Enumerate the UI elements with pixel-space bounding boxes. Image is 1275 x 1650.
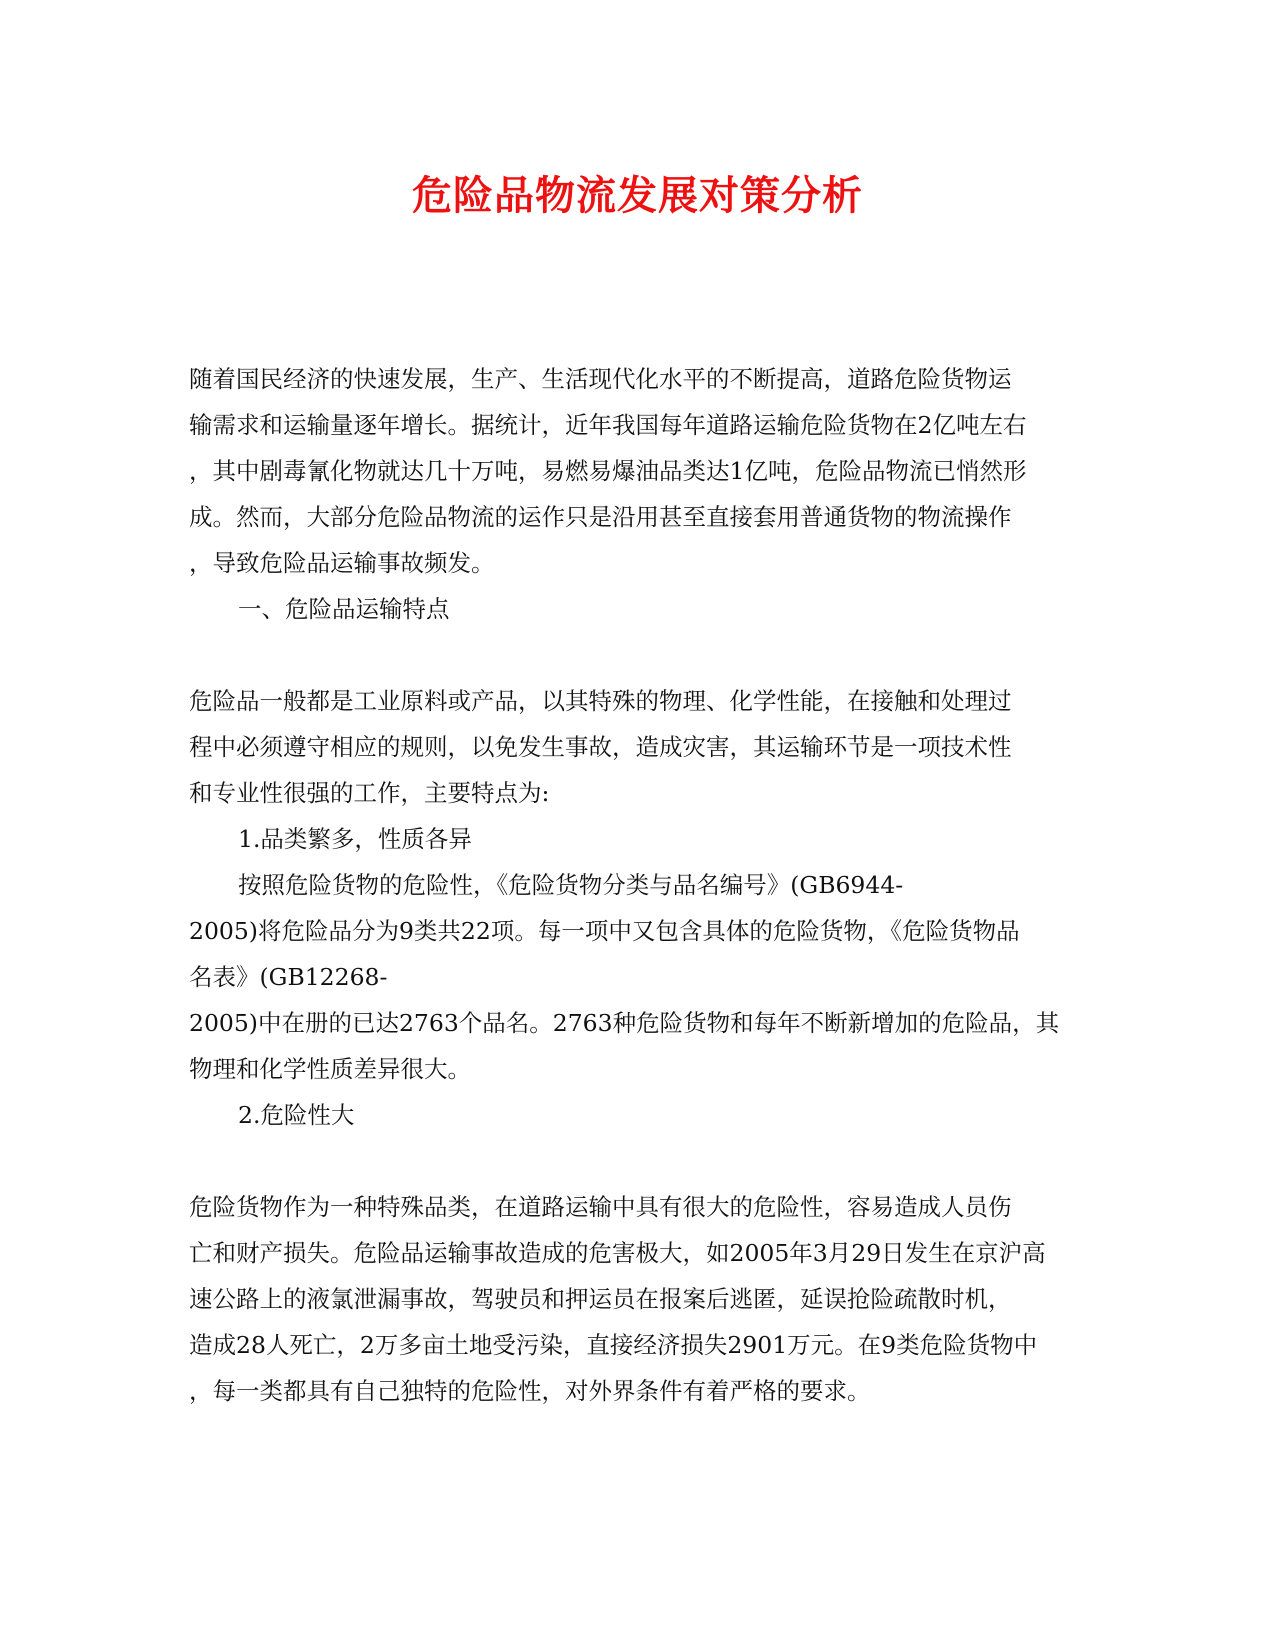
paragraph-line: 随着国民经济的快速发展，生产、生活现代化水平的不断提高，道路危险货物运	[189, 365, 1012, 393]
paragraph-line: 按照危险货物的危险性，《危险货物分类与品名编号》(GB6944-	[238, 871, 904, 899]
paragraph-line: 程中必须遵守相应的规则，以免发生事故，造成灾害，其运输环节是一项技术性	[189, 733, 1012, 761]
section-heading: 一、危险品运输特点	[238, 595, 450, 623]
subsection-heading: 2.危险性大	[238, 1101, 355, 1129]
document-title: 危险品物流发展对策分析	[412, 172, 863, 219]
paragraph-line: 物理和化学性质差异很大。	[189, 1055, 471, 1083]
paragraph-line: 危险货物作为一种特殊品类，在道路运输中具有很大的危险性，容易造成人员伤	[189, 1193, 1012, 1221]
paragraph-line: 名表》(GB12268-	[189, 963, 388, 991]
paragraph-line: 成。然而，大部分危险品物流的运作只是沿用甚至直接套用普通货物的物流操作	[189, 503, 1012, 531]
paragraph-line: 危险品一般都是工业原料或产品，以其特殊的物理、化学性能，在接触和处理过	[189, 687, 1012, 715]
paragraph-line: 和专业性很强的工作，主要特点为:	[189, 779, 550, 807]
paragraph-line: 速公路上的液氯泄漏事故，驾驶员和押运员在报案后逃匿，延误抢险疏散时机，	[189, 1285, 1012, 1313]
paragraph-line: 亡和财产损失。危险品运输事故造成的危害极大，如2005年3月29日发生在京沪高	[189, 1239, 1046, 1267]
paragraph-line: ，其中剧毒氰化物就达几十万吨，易燃易爆油品类达1亿吨，危险品物流已悄然形	[189, 457, 1027, 485]
paragraph-line: 输需求和运输量逐年增长。据统计，近年我国每年道路运输危险货物在2亿吨左右	[189, 411, 1027, 439]
paragraph-line: 2005)中在册的已达2763个品名。2763种危险货物和每年不断新增加的危险品，其	[189, 1009, 1060, 1037]
paragraph-line: 2005)将危险品分为9类共22项。每一项中又包含具体的危险货物，《危险货物品	[189, 917, 1020, 945]
paragraph-line: 造成28人死亡，2万多亩土地受污染，直接经济损失2901万元。在9类危险货物中	[189, 1331, 1038, 1359]
paragraph-line: ，导致危险品运输事故频发。	[189, 549, 495, 577]
subsection-heading: 1.品类繁多，性质各异	[238, 825, 472, 853]
paragraph-line: ，每一类都具有自己独特的危险性，对外界条件有着严格的要求。	[189, 1377, 871, 1405]
